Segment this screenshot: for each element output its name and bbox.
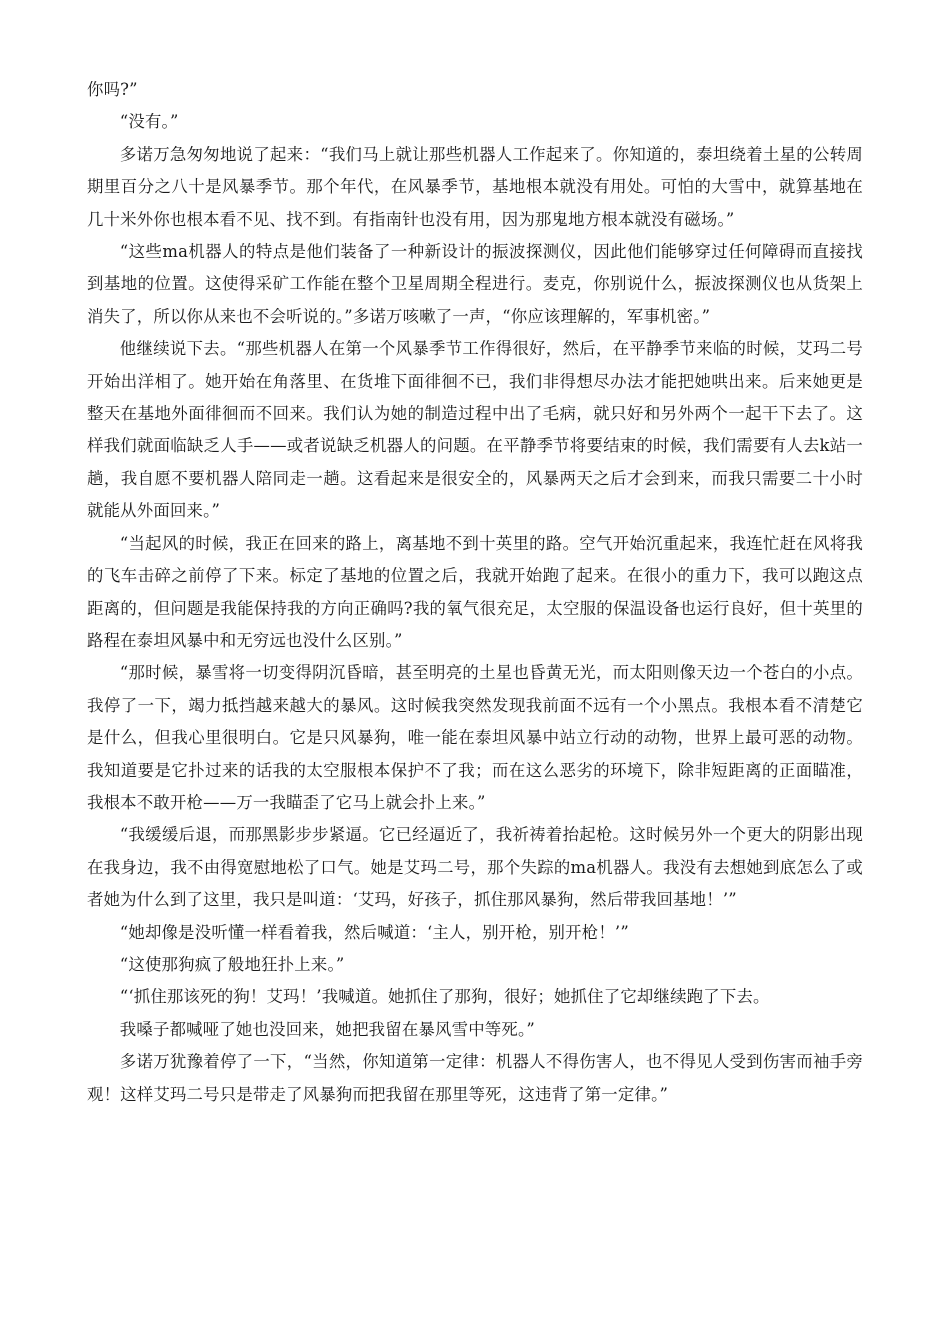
paragraph-2: “没有。” <box>119 112 179 132</box>
paragraph-7: “那时候，暴雪将一切变得阴沉昏暗，甚至明亮的土星也昏黄无光，而太阳则像天边一个苍白的小点。我停了一下，竭力抵挡越来越大的暴风。这时候我突然发现我前面不远有一个小黑点。我根本看不清楚它是什么，但我心里很明白。它是只风暴狗，唯一能在泰坦风暴中站立行动的动物，世界上最可恶的动物。我知道要是它扑过来的话我的太空服根本保护不了我；而在这么恶劣的环境下，除非短距离的正面瞄准，我根本不敢开枪——万一我瞄歪了它马上就会扑上来。” <box>87 663 863 812</box>
paragraph-1: 你吗?” <box>87 80 138 99</box>
paragraph-5: 他继续说下去。“那些机器人在第一个风暴季节工作得很好，然后，在平静季节来临的时候，艾玛二号开始出洋相了。她开始在角落里、在货堆下面徘徊不已，我们非得想尽办法才能把她哄出来。后来她更是整天在基地外面徘徊而不回来。我们认为她的制造过程中出了毛病，就只好和另外两个一起干下去了。这样我们就面临缺乏人手——或者说缺乏机器人的问题。在平静季节将要结束的时候，我们需要有人去k站一趟，我自愿不要机器人陪同走一趟。这看起来是很安全的，风暴两天之后才会到来，而我只需要二十小时就能从外面回来。” <box>87 339 863 521</box>
paragraph-4: “这些ma机器人的特点是他们装备了一种新设计的振波探测仪，因此他们能够穿过任何障碍而直接找到基地的位置。这使得采矿工作能在整个卫星周期全程进行。麦克，你别说什么，振波探测仪也从货架上消失了，所以你从来也不会听说的。”多诺万咳嗽了一声，“你应该理解的，军事机密。” <box>87 242 863 326</box>
story-text <box>87 74 863 1111</box>
paragraph-9: “她却像是没听懂一样看着我，然后喊道：‘主人，别开枪，别开枪！’” <box>119 922 629 942</box>
paragraph-12: 我嗓子都喊哑了她也没回来，她把我留在暴风雪中等死。” <box>119 1019 535 1039</box>
paragraph-13: 多诺万犹豫着停了一下，“当然，你知道第一定律：机器人不得伤害人，也不得见人受到伤害而袖手旁观！这样艾玛二号只是带走了风暴狗而把我留在那里等死，这违背了第一定律。” <box>87 1052 863 1104</box>
paragraph-3: 多诺万急匆匆地说了起来：“我们马上就让那些机器人工作起来了。你知道的，泰坦绕着土星的公转周期里百分之八十是风暴季节。那个年代，在风暴季节，基地根本就没有用处。可怕的大雪中，就算基地在几十米外你也根本看不见、找不到。有指南针也没有用，因为那鬼地方根本就没有磁场。” <box>87 144 863 229</box>
paragraph-11: “‘抓住那该死的狗！艾玛！’我喊道。她抓住了那狗，很好；她抓住了它却继续跑了下去。 <box>119 987 770 1007</box>
paragraph-10: “这使那狗疯了般地狂扑上来。” <box>119 954 345 974</box>
paragraph-6: “当起风的时候，我正在回来的路上，离基地不到十英里的路。空气开始沉重起来，我连忙赶在风将我的飞车击碎之前停了下来。标定了基地的位置之后，我就开始跑了起来。在很小的重力下，我可以跑这点距离的，但问题是我能保持我的方向正确吗?我的氧气很充足，太空服的保温设备也运行良好，但十英里的路程在泰坦风暴中和无穷远也没什么区别。” <box>87 533 863 650</box>
paragraph-8: “我缓缓后退，而那黑影步步紧逼。它已经逼近了，我祈祷着抬起枪。这时候另外一个更大的阴影出现在我身边，我不由得宽慰地松了口气。她是艾玛二号，那个失踪的ma机器人。我没有去想她到底怎么了或者她为什么到了这里，我只是叫道：‘艾玛，好孩子，抓住那风暴狗，然后带我回基地！’” <box>87 825 863 910</box>
